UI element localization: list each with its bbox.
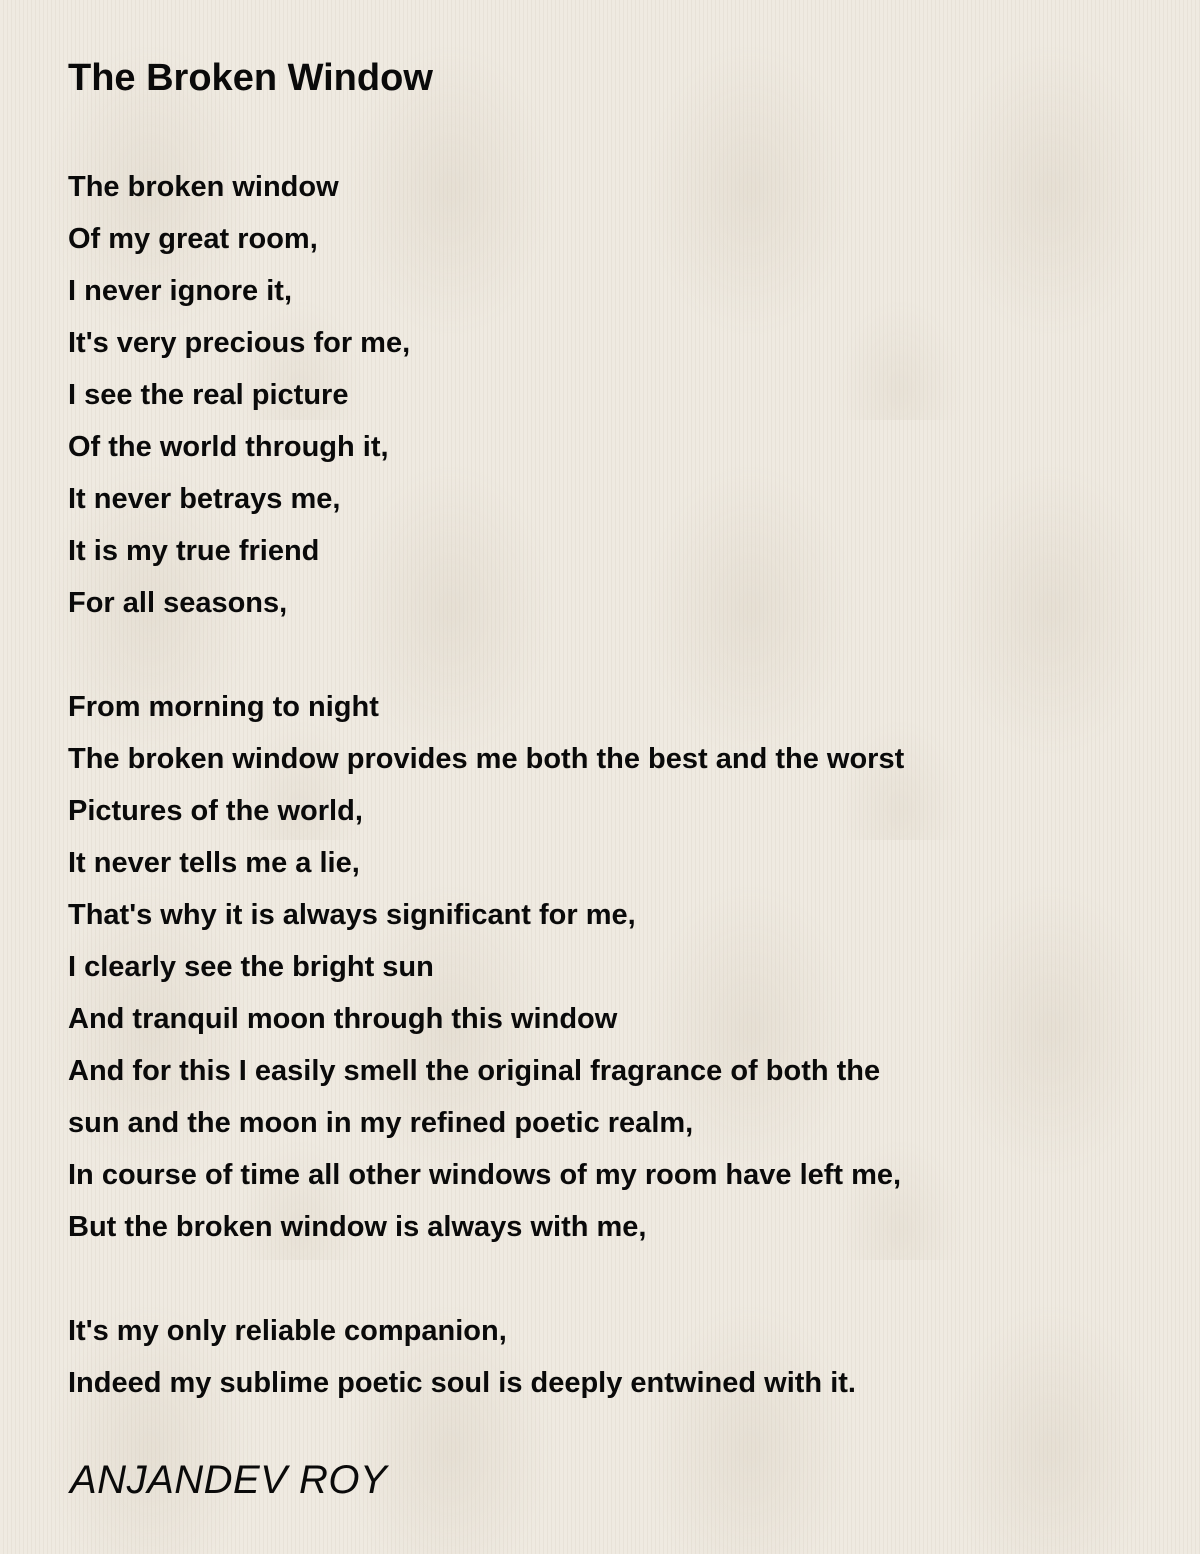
poem-line: The broken window provides me both the best and the worst <box>68 743 905 775</box>
poem-line: That's why it is always significant for me, <box>68 899 636 931</box>
poem-container <box>68 50 1148 1461</box>
poem-line: From morning to night <box>68 691 379 723</box>
poem-line: But the broken window is always with me, <box>68 1211 647 1243</box>
poem-line: I never ignore it, <box>68 275 292 307</box>
poem-line: It never tells me a lie, <box>68 847 360 879</box>
poem-line: Of the world through it, <box>68 431 389 463</box>
poem-author: ANJANDEV ROY <box>70 1458 388 1502</box>
poem-line: And for this I easily smell the original fragrance of both the <box>68 1055 881 1087</box>
poem-line: I clearly see the bright sun <box>68 951 434 983</box>
poem-line: It's my only reliable companion, <box>68 1315 507 1347</box>
poem-line: And tranquil moon through this window <box>68 1003 618 1035</box>
poem-line: The broken window <box>68 171 339 203</box>
poem-line: In course of time all other windows of my room have left me, <box>68 1159 902 1191</box>
poem-line: Pictures of the world, <box>68 795 363 827</box>
poem-line: It is my true friend <box>68 535 320 567</box>
stanza-2 <box>68 681 1148 1253</box>
poem-line: sun and the moon in my refined poetic realm, <box>68 1107 694 1139</box>
poem-line: It's very precious for me, <box>68 327 411 359</box>
stanza-3 <box>68 1305 1148 1409</box>
poem-line: Of my great room, <box>68 223 318 255</box>
poem-title: The Broken Window <box>68 57 433 99</box>
poem-line: Indeed my sublime poetic soul is deeply entwined with it. <box>68 1367 856 1399</box>
poem-line: I see the real picture <box>68 379 349 411</box>
poem-body <box>68 161 1148 1409</box>
poem-line: For all seasons, <box>68 587 288 619</box>
stanza-1 <box>68 161 1148 629</box>
poem-line: It never betrays me, <box>68 483 341 515</box>
